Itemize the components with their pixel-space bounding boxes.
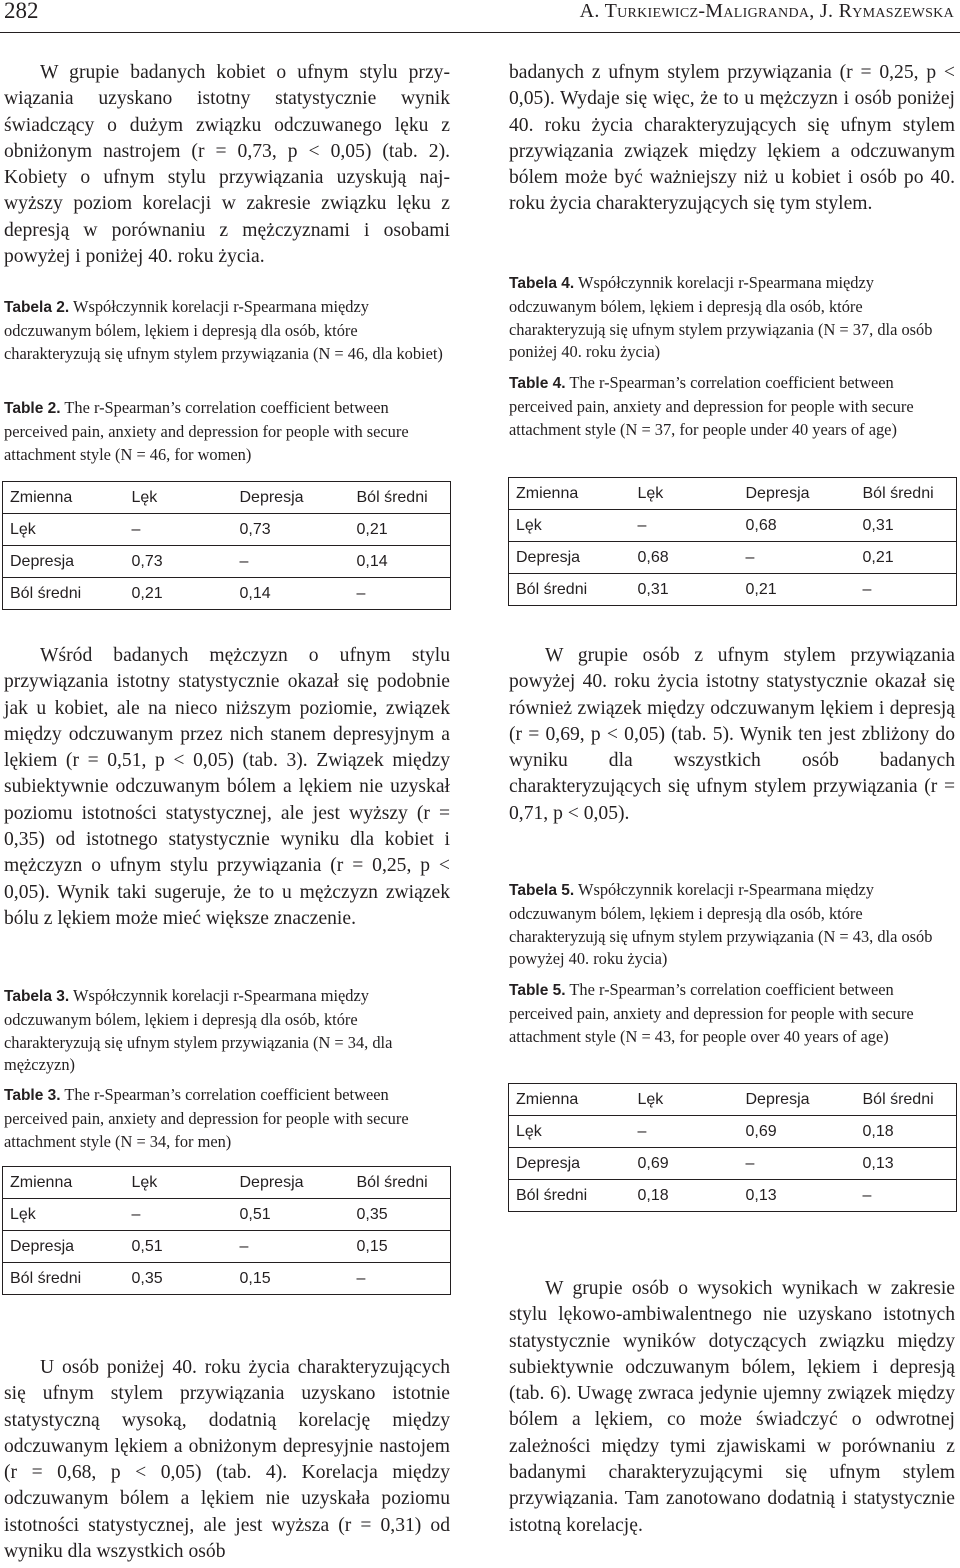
table-4-label-en: Table 4. [509, 375, 566, 392]
table-3-caption-pl [4, 985, 452, 1077]
table-5-caption-en-text: The r-Spearman’s correlation coefficient between perceived pain, anxiety and depression for people with secure attachment style (N = 43, for people over 40 years of age) [509, 980, 914, 1046]
table-cell: 0,18 [631, 1180, 739, 1212]
table-row [3, 514, 451, 546]
table-cell: 0,21 [350, 514, 451, 546]
table-5 [508, 1083, 957, 1212]
table-cell: Lęk [3, 514, 125, 546]
table-cell: – [233, 546, 350, 578]
table-2-label-pl: Tabela 2. [4, 299, 70, 316]
table-5-caption-pl [509, 879, 957, 971]
paragraph-under-40-results: U osób poniżej 40. roku życia charakteryzujących się ufnym stylem przywiązania uzyskano istotnie statystyczną wysoką, dodatnią korelację między odczuwanym lękiem a obniżonym depresyjnie nastojem (r = 0,68, p < 0,05) (tab. 4). Korelacja między odczuwanym bólem a lękiem nie uzyskała poziomu istotności statystycznej, ale jest wyższa (r = 0,31) od wyniku dla wszystkich osób [4, 1357, 450, 1563]
column-header: Depresja [739, 478, 856, 510]
table-cell: 0,14 [233, 578, 350, 610]
paragraph-anxious-ambivalent-results: W grupie osób o wysokich wynikach w zakresie stylu lękowo-ambiwalentnego nie uzyskano istotnych statystycznie wyników dotyczących związku między subiektywnie odczuwanym bólem, lękiem i depresją (tab. 6). Uwagę zwraca jedynie ujemny związek między bólem a lękiem, co może świadczyć o odwrotnej zależności między tymi zjawiskami w porównaniu z badanymi charakteryzującymi się ufnym stylem przywiązania. Tam zanotowano dodatnią i statystycznie istotną korelację. [509, 1278, 955, 1536]
table-cell: – [233, 1231, 350, 1263]
table-5-label-pl: Tabela 5. [509, 882, 575, 899]
table-cell: 0,21 [856, 542, 957, 574]
page-number: 282 [4, 0, 39, 23]
table-5-label-en: Table 5. [509, 982, 566, 999]
table-cell: 0,31 [631, 574, 739, 606]
table-cell: Depresja [3, 1231, 125, 1263]
table-cell: 0,73 [125, 546, 233, 578]
table-cell: 0,13 [739, 1180, 856, 1212]
table-cell: – [125, 514, 233, 546]
table-cell: Depresja [509, 1148, 631, 1180]
table-cell: 0,13 [856, 1148, 957, 1180]
table-cell: 0,31 [856, 510, 957, 542]
table-cell: – [350, 1263, 451, 1295]
table-cell: Ból średni [509, 574, 631, 606]
table-4 [508, 477, 957, 606]
table-3-caption-en [4, 1084, 452, 1153]
paragraph-continued: badanych z ufnym stylem przywiązania (r = 0,25, p < 0,05). Wydaje się więc, że to u mężczyzn i osób poniżej 40. roku życia charakteryzujących się ufnym stylem przywiązania związek między lękiem a odczuwanym bólem może być ważniejszy niż u kobiet i osób po 40. roku życia charakteryzujących się tym stylem. [509, 62, 955, 215]
table-cell: Lęk [509, 1116, 631, 1148]
table-3 [2, 1166, 451, 1295]
table-cell: – [856, 1180, 957, 1212]
page-header [0, 0, 960, 34]
paragraph-men-results: Wśród badanych mężczyzn o ufnym stylu przywiązania istotny statystycznie okazał się podobnie jak u kobiet, ale na nieco niższym poziomie, związek między odczuwanym przez nich stanem depresyjnym a lękiem (r = 0,51, p < 0,05) (tab. 3). Związek między subiektywnie odczuwanym bólem a lękiem nie uzyskał poziomu istotności statystycznej, ale jest wyższy (r = 0,35) od istotnego statystycznie wyniku dla kobiet i mężczyzn o ufnym stylu przywiązania (r = 0,25, p < 0,05). Wynik taki sugeruje, że to u mężczyzn związek bólu z lękiem może mieć większe znaczenie. [4, 645, 450, 929]
header-rule [0, 32, 960, 33]
table-cell: 0,69 [631, 1148, 739, 1180]
column-header: Lęk [125, 482, 233, 514]
table-cell: – [350, 578, 451, 610]
table-cell: Lęk [509, 510, 631, 542]
table-cell: 0,69 [739, 1116, 856, 1148]
column-header: Ból średni [350, 1167, 451, 1199]
running-head: A. Turkiewicz-Maligranda, J. Rymaszewska [579, 0, 954, 22]
column-header: Zmienna [3, 1167, 125, 1199]
table-2-label-en: Table 2. [4, 400, 61, 417]
table-2-caption-pl [4, 296, 452, 365]
table-row [509, 1148, 957, 1180]
table-cell: Lęk [3, 1199, 125, 1231]
table-cell: 0,18 [856, 1116, 957, 1148]
table-header-row [509, 1084, 957, 1116]
table-3-caption-en-text: The r-Spearman’s correlation coefficient between perceived pain, anxiety and depression for people with secure attachment style (N = 34, for men) [4, 1085, 409, 1151]
column-header: Lęk [125, 1167, 233, 1199]
column-header: Ból średni [856, 478, 957, 510]
table-cell: – [631, 510, 739, 542]
column-header: Depresja [233, 1167, 350, 1199]
table-cell: 0,51 [125, 1231, 233, 1263]
table-3-label-en: Table 3. [4, 1087, 61, 1104]
paragraph-women-results: W grupie badanych kobiet o ufnym stylu przywiązania uzyskano istotny statystycznie wynik świadczący o dużym związku odczuwanego lęku z obniżonym nastrojem (r = 0,73, p < 0,05) (tab. 2). Kobiety o ufnym stylu przywiązania uzyskują najwyższy poziom korelacji w zakresie związku lęku z depresją w porównaniu z mężczyznami i osobami powyżej i poniżej 40. roku życia. [4, 62, 450, 268]
table-cell: – [856, 574, 957, 606]
column-header: Depresja [233, 482, 350, 514]
paragraph-over-40-results: W grupie osób z ufnym stylem przywiązania powyżej 40. roku życia istotny statystycznie okazał się również związek między odczuwanym lękiem i depresją (r = 0,69, p < 0,05) (tab. 5). Wynik ten jest zbliżony do wyniku dla wszystkich osób badanych charakteryzujących się ufnym stylem przywiązania (r = 0,71, p < 0,05). [509, 645, 955, 824]
table-cell: Depresja [3, 546, 125, 578]
column-header: Zmienna [3, 482, 125, 514]
table-header-row [509, 478, 957, 510]
column-header: Zmienna [509, 478, 631, 510]
table-3-label-pl: Tabela 3. [4, 988, 70, 1005]
table-row [509, 510, 957, 542]
table-cell: 0,35 [125, 1263, 233, 1295]
table-cell: 0,21 [125, 578, 233, 610]
table-4-caption-pl [509, 272, 957, 364]
column-header: Zmienna [509, 1084, 631, 1116]
table-5-caption-pl-text: Współczynnik korelacji r-Spearmana między odczuwanym bólem, lękiem i depresją dla osób, które charakteryzują się ufnym stylem przywiązania (N = 43, dla osób powyżej 40. roku życia) [509, 880, 933, 969]
table-2-caption-en-text: The r-Spearman’s correlation coefficient between perceived pain, anxiety and depression for people with secure attachment style (N = 46, for women) [4, 398, 409, 464]
table-row [3, 1231, 451, 1263]
table-row [509, 1116, 957, 1148]
table-row [509, 542, 957, 574]
table-row [3, 578, 451, 610]
table-row [509, 574, 957, 606]
table-4-caption-pl-text: Współczynnik korelacji r-Spearmana między odczuwanym bólem, lękiem i depresją dla osób, które charakteryzują się ufnym stylem przywiązania (N = 37, dla osób poniżej 40. roku życia) [509, 273, 933, 362]
column-header: Ból średni [350, 482, 451, 514]
table-row [509, 1180, 957, 1212]
table-cell: Ból średni [509, 1180, 631, 1212]
table-2 [2, 481, 451, 610]
table-cell: Depresja [509, 542, 631, 574]
table-cell: – [739, 1148, 856, 1180]
table-5-caption-en [509, 979, 957, 1048]
table-cell: 0,15 [233, 1263, 350, 1295]
column-header: Lęk [631, 1084, 739, 1116]
table-3-caption-pl-text: Współczynnik korelacji r-Spearmana między odczuwanym bólem, lękiem i depresją dla osób, które charakteryzują się ufnym stylem przywiązania (N = 34, dla mężczyzn) [4, 986, 393, 1075]
table-2-caption-pl-text: Współczynnik korelacji r-Spearmana między odczuwanym bólem, lękiem i depresją dla osób, które charakteryzują się ufnym stylem przywiązania (N = 46, dla kobiet) [4, 297, 443, 363]
table-4-label-pl: Tabela 4. [509, 275, 575, 292]
table-4-caption-en [509, 372, 957, 441]
table-row [3, 546, 451, 578]
table-2-caption-en [4, 397, 452, 466]
table-cell: 0,73 [233, 514, 350, 546]
table-header-row [3, 1167, 451, 1199]
table-cell: Ból średni [3, 578, 125, 610]
table-cell: Ból średni [3, 1263, 125, 1295]
table-cell: 0,68 [631, 542, 739, 574]
table-cell: 0,35 [350, 1199, 451, 1231]
table-cell: 0,68 [739, 510, 856, 542]
table-row [3, 1263, 451, 1295]
column-header: Depresja [739, 1084, 856, 1116]
table-cell: 0,51 [233, 1199, 350, 1231]
table-cell: – [631, 1116, 739, 1148]
table-cell: 0,15 [350, 1231, 451, 1263]
table-cell: – [125, 1199, 233, 1231]
table-row [3, 1199, 451, 1231]
table-cell: 0,21 [739, 574, 856, 606]
column-header: Ból średni [856, 1084, 957, 1116]
table-cell: – [739, 542, 856, 574]
table-header-row [3, 482, 451, 514]
column-header: Lęk [631, 478, 739, 510]
table-4-caption-en-text: The r-Spearman’s correlation coefficient between perceived pain, anxiety and depression for people with secure attachment style (N = 37, for people under 40 years of age) [509, 373, 914, 439]
table-cell: 0,14 [350, 546, 451, 578]
